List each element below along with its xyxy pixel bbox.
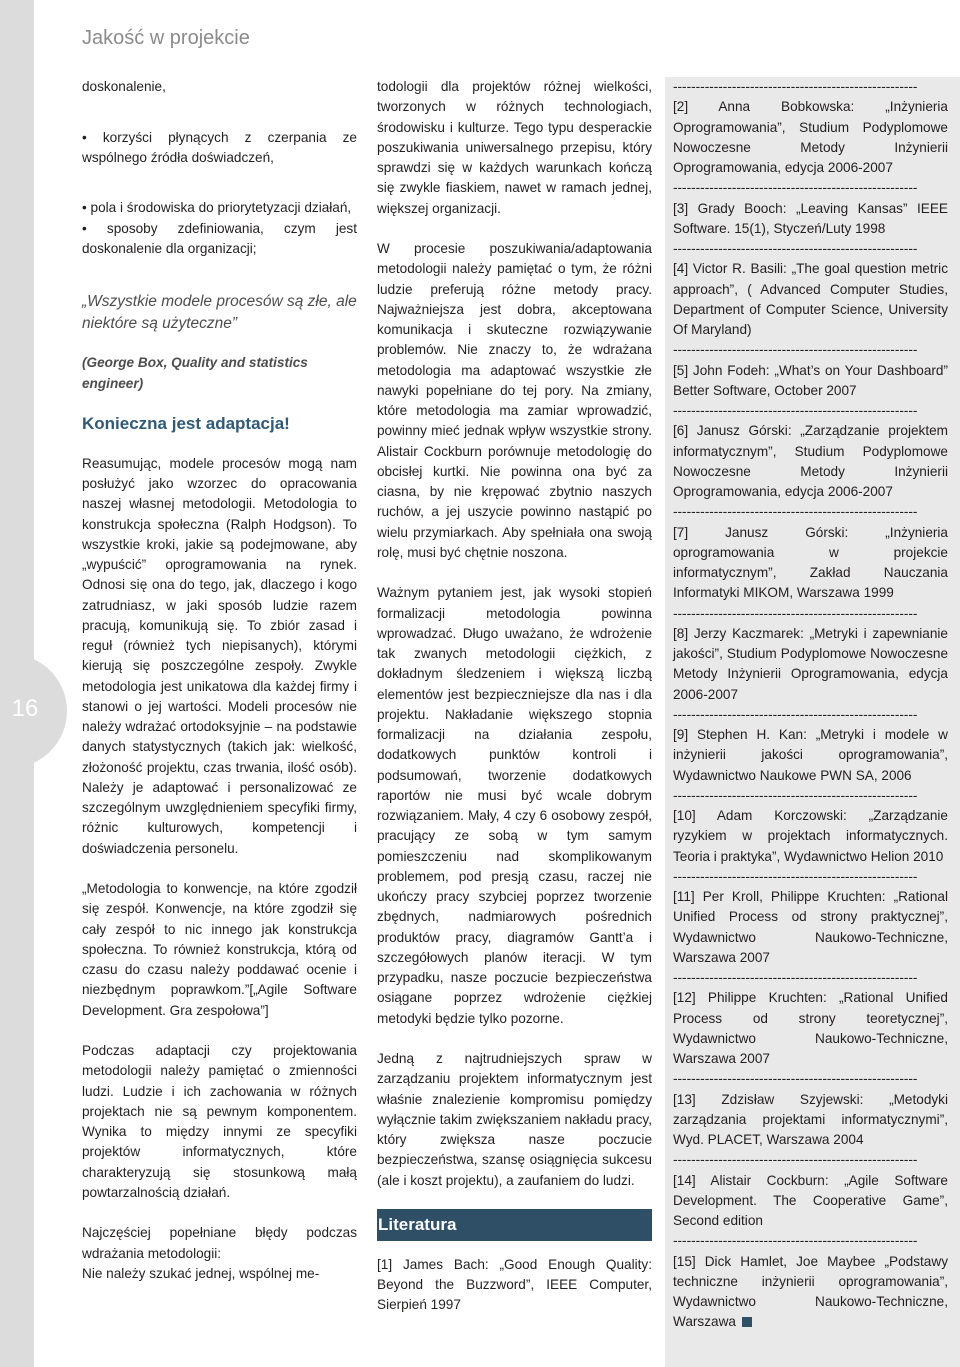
reference: [15] Dick Hamlet, Joe Maybee „Podstawy techniczne inżynierii oprogramowania”, Wydawnictwo Naukowo-Techniczne, Warszawa [673,1253,948,1330]
separator-dashes: ------------------------------------------------------ [673,79,918,94]
literature-heading: Literatura [377,1209,652,1241]
separator-dashes: ------------------------------------------------------ [673,970,918,985]
reference: [14] Alistair Cockburn: „Agile Software Development. The Cooperative Game”, Second edition [673,1172,948,1228]
bullet-item: • sposoby zdefiniowania, czym jest doskonalenie dla organizacji; [82,220,357,256]
paragraph: doskonalenie, [82,79,166,94]
quote: „Wszystkie modele procesów są złe, ale niektóre są użyteczne” [82,293,357,333]
separator-dashes: ------------------------------------------------------ [673,1233,918,1249]
end-square-mark [742,1317,752,1327]
separator-dashes: ------------------------------------------------------ [673,241,918,256]
reference: [9] Stephen H. Kan: „Metryki i modele w inżynierii jakości oprogramowania”, Wydawnictwo Naukowe PWN SA, 2006 [673,727,948,783]
separator-dashes: ------------------------------------------------------ [673,342,918,358]
section-heading: Konieczna jest adaptacja! [82,413,290,433]
separator-dashes: ------------------------------------------------------ [673,1071,918,1087]
reference: [5] John Fodeh: „What’s on Your Dashboard” Better Software, October 2007 [673,362,948,398]
reference: [4] Victor R. Basili: „The goal question metric approach”, ( Advanced Computer Studies, Department of Computer Science, University Of Maryland) [673,261,948,337]
reference: [13] Zdzisław Szyjewski: „Metodyki zarządzania projektami informatycznymi”, Wyd. PLACET, Warszawa 2004 [673,1091,948,1147]
separator-dashes: ------------------------------------------------------ [673,706,918,722]
bullet-item: • pola i środowiska do priorytetyzacji działań, [82,200,352,216]
reference: [11] Per Kroll, Philippe Kruchten: „Rational Unified Process od strony praktycznej”, Wydawnictwo Naukowo-Techniczne, Warszawa 2007 [673,889,948,965]
column-2 [377,77,652,1316]
reference: [2] Anna Bobkowska: „Inżynieria Oprogramowania”, Studium Podyplomowe Nowoczesne Metody Inżynierii Oprogramowania, edycja 2006-2007 [673,99,948,175]
reference: [6] Janusz Górski: „Zarządzanie projektem informatycznym”, Studium Podyplomowe Nowoczesne Metody Inżynierii Oprogramowania, edycja 2006-2007 [673,423,948,499]
reference: [12] Philippe Kruchten: „Rational Unified Process od strony teoretycznej”, Wydawnictwo Naukowo-Techniczne, Warszawa 2007 [673,990,948,1066]
references-column [665,77,960,1367]
reference: [1] James Bach: „Good Enough Quality: Beyond the Buzzword”, IEEE Computer, Sierpień 1997 [377,1256,652,1313]
quote-author: (George Box, Quality and statistics engineer) [82,355,308,391]
separator-dashes: ------------------------------------------------------ [673,504,918,520]
reference: [10] Adam Korczowski: „Zarządzanie ryzykiem w projektach informatycznych. Teoria i praktyka”, Wydawnictwo Helion 2010 [673,808,948,864]
reference-list [673,77,948,1333]
page-number: 16 [11,695,39,722]
paragraph: Ważnym pytaniem jest, jak wysoki stopień formalizacji metodologia powinna wprowadzać. Długo uważano, że wdrożenie tak zwanych metodologii ciężkich, z dokładnym śledzeniem i większą liczbą elementów jest bezpieczniejsze dla nas i dla projektu. Nakładanie większego stopnia formalizacji na działania zespołu, dodatkowych punktów kontroli i podsumowań, tworzenie dodatkowych raportów nie musi być wcale dobrym rozwiązaniem. Mały, 4 czy 6 osobowy zespół, pracujący ze sobą w tym samym pomieszczeniu nad skomplikowanym problemem, pod presją czasu, raczej nie ukończy pracy szybciej poprzez tworzenie zbędnych, nadmiarowych pośrednich produktów pracy, diagramów Gantt’a i szczegółowych planów iteracji. W tym przypadku, nasze poczucie bezpieczeństwa osiągane poprzez wdrożenie ciężkiej metodyki będzie tylko pozorne. [377,585,652,1026]
paragraph: Jedną z najtrudniejszych spraw w zarządzaniu projektem informatycznym jest właśnie znalezienie kompromisu pomiędzy wyłącznie takim zwiększaniem nakładu pracy, który zwiększa nasze poczucie bezpieczeństwa, szansę osiągnięcia sukcesu (ale i koszt projektu), a zaufaniem do ludzi. [377,1051,652,1188]
separator-dashes: ------------------------------------------------------ [673,605,918,621]
bullet-item: • korzyści płynących z czerpania ze wspólnego źródła doświadczeń, [82,129,357,165]
paragraph: Reasumując, modele procesów mogą nam posłużyć jako wzorzec do opracowania naszej własnej metodologii. Metodologia to konstrukcja społeczna (Ralph Hodgson). To wszystkie kroki, jakie są podejmowane, aby „wypuścić” oprogramowania na rynek. Odnosi się ona do tego, jak, dlaczego i kogo zatrudniasz, w jaki sposób ludzie razem pracują, komunikują się. To zbiór zasad i reguł (również tych niepisanych), którymi kierują się poszczególne zespoły. Zwykle metodologia jest unikatowa dla każdej firmy i stanowi o jej wartości. Modeli procesów nie należy wdrażać ortodoksyjnie – na podstawie danych statystycznych (takich jak: wielkość, złożoność projektu, czas trwania, ilość osób). Należy je adaptować i personalizować ze szczególnym uwzględnieniem specyfiki firmy, różnic kulturowych, kompetencji i doświadczenia personelu. [82,455,357,856]
paragraph: Podczas adaptacji czy projektowania metodologii należy pamiętać o zmienności ludzi. Ludzie i ich zachowania w różnych projektach nie są pewnym komponentem. Wynika to między innymi ze specyfiki projektów informatycznych, które charakteryzują się stosunkową małą powtarzalnością działań. [82,1043,357,1200]
separator-dashes: ------------------------------------------------------ [673,403,918,418]
paragraph: W procesie poszukiwania/adaptowania metodologii należy pamiętać o tym, że różni ludzie preferują różne metody pracy. Najważniejsza jest dobra, akceptowana komunikacja i skuteczne rozwiązywanie problemów. Nie znaczy to, że wdrażana metodologia ma adaptować wszystkie złe nawyki popełniane do tej pory. Na zmiany, które metodologia ma zamiar wprowadzić, powinny mieć jednak wpływ wszystkie strony. Alistair Cockburn porównuje metodologię do obcisłej kurtki. Nie powinna ona być za ciasna, by nie krępować zbytnio naszych ruchów, a jej uszycie powinno nastąpić po wielu przymiarkach. Aby spełniała ona swoją rolę, musi być chętnie noszona. [377,241,652,560]
separator-dashes: ------------------------------------------------------ [673,1152,918,1168]
paragraph: Nie należy szukać jednej, wspólnej me- [82,1265,320,1281]
separator-dashes: ------------------------------------------------------ [673,868,918,884]
paragraph: todologii dla projektów różnej wielkości, tworzonych w różnych technologiach, środowisku i kulturze. Tego typu desperackie poszukiwania uniwersalnego przepisu, który sprawdzi się w każdych warunkach kończą się zwykle fiaskiem, nawet w ramach jednej, większej organizacji. [377,79,652,216]
reference: [7] Janusz Górski: „Inżynieria oprogramowania w projekcie informatycznym”, Zakład Nauczania Informatyki MIKOM, Warszawa 1999 [673,524,948,601]
running-header: Jakość w projekcie [82,27,250,49]
column-1 [82,77,357,1284]
reference: [8] Jerzy Kaczmarek: „Metryki i zapewnianie jakości”, Studium Podyplomowe Nowoczesne Metody Inżynierii Oprogramowania, edycja 2006-2007 [673,625,948,702]
paragraph: Najczęściej popełniane błędy podczas wdrażania metodologii: [82,1225,357,1261]
paragraph: „Metodologia to konwencje, na które zgodził się zespół. Konwencje, na które zgodził się cały zespół to nic innego jak konstrukcja społeczna. To również konstrukcja, którą od czasu do czasu należy poddawać ocenie i niezbędnym poprawkom.”[„Agile Software Development. Gra zespołowa”] [82,881,357,1018]
separator-dashes: ------------------------------------------------------ [673,180,918,196]
reference: [3] Grady Booch: „Leaving Kansas” IEEE Software. 15(1), Styczeń/Luty 1998 [673,200,948,236]
separator-dashes: ------------------------------------------------------ [673,787,918,803]
